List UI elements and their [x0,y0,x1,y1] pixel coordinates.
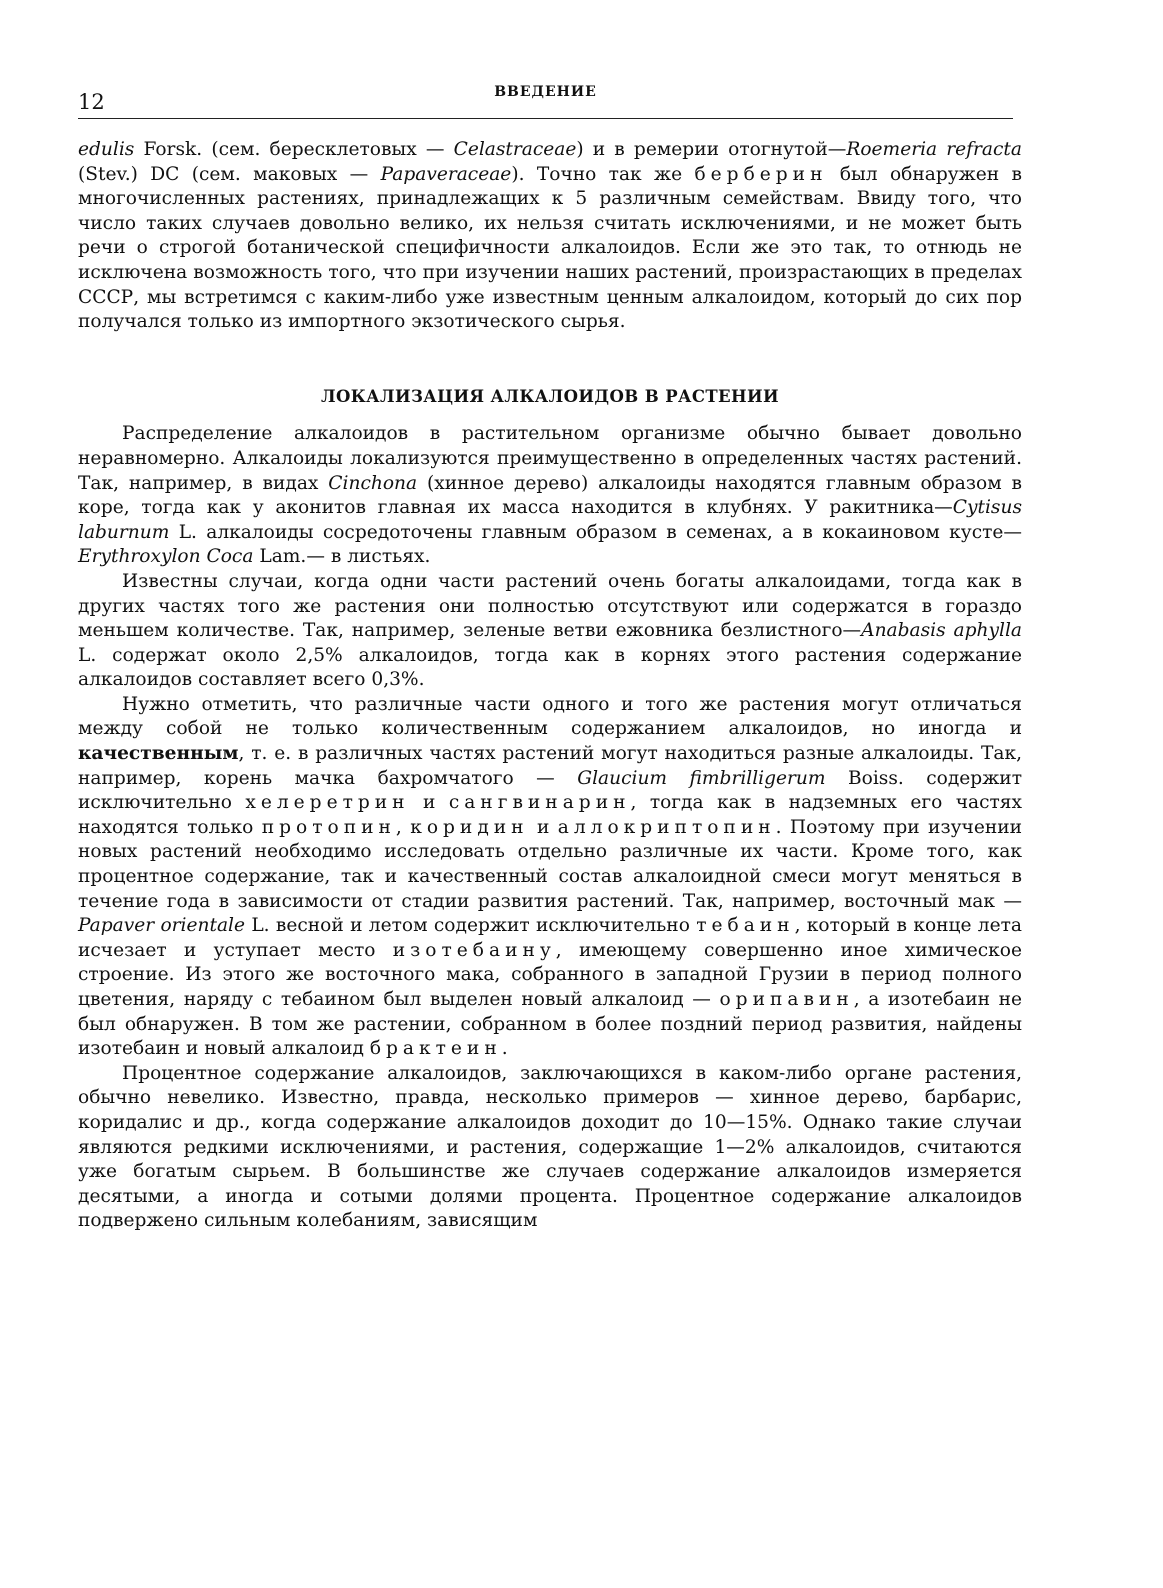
latin-name: Roemeria refracta [846,139,1022,160]
paragraph: Известны случаи, когда одни части растений очень богаты алкалоидами, тогда как в других частях того же растения они полностью отсутствуют или содержатся в гораздо меньшем количестве. Так, например, зеленые ветви ежовника безлистного—Anabasis aphylla L. содержат около 2,5% алкалоидов, тогда как в корнях этого растения содержание алкалоидов составляет всего 0,3%. [78,570,1022,691]
latin-name: Celastraceae [453,139,577,160]
emphasis: качественным [78,743,239,765]
running-head: ВВЕДЕНИЕ [494,84,597,100]
page-number: 12 [78,90,105,114]
section-heading: ЛОКАЛИЗАЦИЯ АЛКАЛОИДОВ В РАСТЕНИИ [320,386,779,406]
latin-name: edulis [78,139,135,160]
alkaloid-name: берберин [694,163,828,185]
body-text [78,138,1022,1234]
latin-name: Anabasis aphylla [861,620,1022,642]
latin-name: Papaveraceae [380,163,512,185]
paragraph: Нужно отметить, что различные части одного и того же растения могут отличаться между собой не только количественным содержанием алкалоидов, но иногда и качественным, т. е. в различных частях растений могут находиться разные алкалоиды. Так, например, корень мачка бахромчатого — Glaucium fimbrilligerum Boiss. содержит исключительно хелеретрин и сангвинарин, тогда как в надземных его частях находятся только протопин, коридин и аллокриптопин. Поэтому при изучении новых растений необходимо исследовать отдельно различные их части. Кроме того, как процентное содержание, так и качественный состав алкалоидной смеси могут меняться в течение года в зависимости от стадии развития растений. Так, например, восточный мак — Papaver orientale L. весной и летом содержит исключительно тебаин, который в конце лета исчезает и уступает место изотебаину, имеющему совершенно иное химическое строение. Из этого же восточного мака, собранного в западной Грузии в период полного цветения, наряду с тебаином был выделен новый алкалоид — орипавин, а изотебаин не был обнаружен. В том же растении, собранном в более поздний период развития, найдены изотебаин и новый алкалоид брактеин. [78,693,1022,1060]
paragraph: Процентное содержание алкалоидов, заключающихся в каком-либо органе растения, обычно невелико. Известно, правда, несколько примеров — хинное дерево, барбарис, коридалис и др., когда содержание алкалоидов доходит до 10—15%. Однако такие случаи являются редкими исключениями, и растения, содержащие 1—2% алкалоидов, считаются уже богатым сырьем. В большинстве же случаев содержание алкалоидов измеряется десятыми, а иногда и сотыми долями процента. Процентное содержание алкалоидов подвержено сильным колебаниям, зависящим [78,1062,1022,1232]
latin-name: Cinchona [328,472,418,494]
latin-name: Glaucium fimbrilligerum [577,767,826,789]
alkaloid-name: тебаин [696,915,795,937]
latin-name: Papaver orientale [78,915,245,937]
alkaloid-name: коридин [410,816,529,838]
alkaloid-name: изотебаину [392,939,556,961]
page-header [78,80,1013,119]
alkaloid-name: протопин [261,816,396,838]
latin-name: Cytisus laburnum [78,497,1022,543]
paragraph-continued: edulis Forsk. (сем. бересклетовых — Celastraceae) и в ремерии отогнутой—Roemeria refracta (Stev.) DC (сем. маковых — Papaveraceae). Точно так же берберин был обнаружен в многочисленных растениях, принадлежащих к 5 различным семействам. Ввиду того, что число таких случаев довольно велико, их нельзя считать исключениями, и не может быть речи о строгой ботанической специфичности алкалоидов. Если же это так, то отнюдь не исключена возможность того, что при изучении наших растений, произрастающих в пределах СССР, мы встретимся с каким-либо уже известным ценным алкалоидом, который до сих пор получался только из импортного экзотического сырья. [78,139,1023,333]
alkaloid-name: аллокриптопин [557,816,776,838]
alkaloid-name: хелеретрин [245,792,410,814]
alkaloid-name: орипавин [719,989,854,1010]
alkaloid-name: сангвинарин [448,792,631,814]
alkaloid-name: брактеин [369,1038,502,1060]
paragraph: Распределение алкалоидов в растительном организме обычно бывает довольно неравномерно. Алкалоиды локализуются преимущественно в определенных частях растений. Так, например, в видах Cinchona (хинное дерево) алкалоиды находятся главным образом в коре, тогда как у аконитов главная их масса находится в клубнях. У ракитника—Cytisus laburnum L. алкалоиды сосредоточены главным образом в семенах, а в кокаиновом кусте—Erythroxylon Coca Lam.— в листьях. [78,423,1022,568]
latin-name: Erythroxylon Coca [78,546,254,568]
